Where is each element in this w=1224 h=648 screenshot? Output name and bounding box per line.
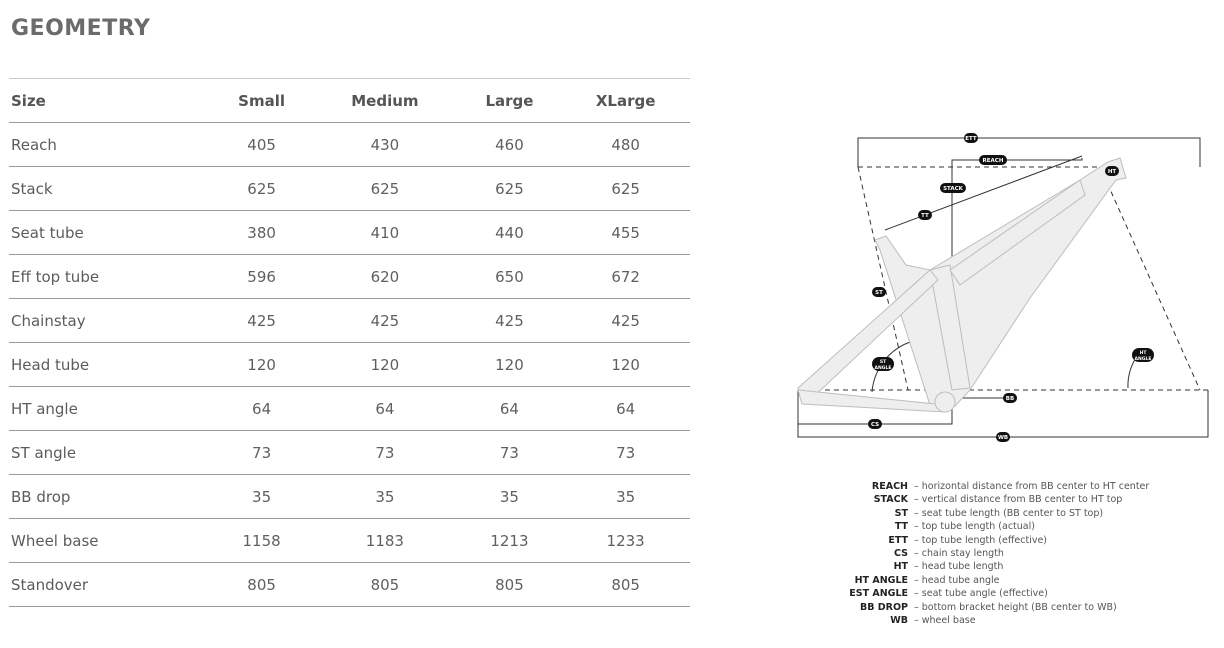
column-header: Small	[211, 79, 312, 123]
table-cell: 596	[211, 255, 312, 299]
table-cell: 380	[211, 211, 312, 255]
table-row	[9, 519, 690, 563]
table-cell: 625	[211, 167, 312, 211]
table-cell: 805	[312, 563, 457, 607]
legend-item: ETT – top tube length (effective)	[888, 534, 1047, 546]
column-header: Size	[9, 79, 211, 123]
row-label: Reach	[9, 123, 211, 167]
table-cell: 64	[312, 387, 457, 431]
legend-item: HT – head tube length	[893, 561, 1004, 573]
legend-item: BB DROP – bottom bracket height (BB center to WB)	[859, 601, 1117, 613]
stack-label: STACK	[943, 186, 963, 192]
table-cell: 64	[458, 387, 562, 431]
legend-item: WB – wheel base	[890, 615, 976, 627]
table-row	[9, 299, 690, 343]
table-row	[9, 475, 690, 519]
tt-label: TT	[921, 213, 929, 219]
table-cell: 625	[458, 167, 562, 211]
table-header-row	[9, 79, 690, 123]
ht-angle-label-top: HT	[1139, 351, 1147, 356]
table-cell: 672	[561, 255, 690, 299]
table-cell: 425	[312, 299, 457, 343]
row-label: Wheel base	[9, 519, 211, 563]
table-row	[9, 387, 690, 431]
table-row	[9, 343, 690, 387]
table-cell: 73	[211, 431, 312, 475]
bb-label: BB	[1005, 396, 1015, 402]
table-cell: 625	[312, 167, 457, 211]
ht-label: HT	[1107, 169, 1117, 175]
legend-item: STACK – vertical distance from BB center to HT top	[873, 494, 1123, 506]
table-cell: 460	[458, 123, 562, 167]
table-cell: 73	[312, 431, 457, 475]
legend-item: TT – top tube length (actual)	[894, 521, 1035, 533]
row-label: Standover	[9, 563, 211, 607]
legend-item: HT ANGLE – head tube angle	[854, 574, 1000, 586]
table-cell: 120	[211, 343, 312, 387]
row-label: Chainstay	[9, 299, 211, 343]
table-cell: 1183	[312, 519, 457, 563]
table-cell: 455	[561, 211, 690, 255]
table-cell: 425	[561, 299, 690, 343]
row-label: BB drop	[9, 475, 211, 519]
table-row	[9, 211, 690, 255]
legend-item: EST ANGLE – seat tube angle (effective)	[849, 588, 1048, 600]
table-cell: 1233	[561, 519, 690, 563]
table-cell: 120	[561, 343, 690, 387]
frame-outline	[798, 158, 1126, 412]
table-cell: 73	[458, 431, 562, 475]
table-row	[9, 431, 690, 475]
table-cell: 425	[211, 299, 312, 343]
ht-angle-label-bottom: ANGLE	[1134, 357, 1152, 362]
table-cell: 35	[561, 475, 690, 519]
table-cell: 1158	[211, 519, 312, 563]
table-cell: 405	[211, 123, 312, 167]
table-row	[9, 255, 690, 299]
table-cell: 73	[561, 431, 690, 475]
st-angle-label-top: ST	[879, 360, 887, 365]
table-row	[9, 167, 690, 211]
row-label: HT angle	[9, 387, 211, 431]
ett-label: ETT	[965, 136, 977, 142]
table-cell: 120	[458, 343, 562, 387]
column-header: XLarge	[561, 79, 690, 123]
legend-item: REACH – horizontal distance from BB center to HT center	[871, 481, 1150, 492]
st-label: ST	[875, 290, 883, 296]
ett-dimension-line	[858, 138, 1200, 167]
table-cell: 480	[561, 123, 690, 167]
table-cell: 35	[458, 475, 562, 519]
geometry-legend	[836, 480, 1149, 627]
wb-label: WB	[997, 435, 1009, 441]
table-cell: 440	[458, 211, 562, 255]
row-label: Head tube	[9, 343, 211, 387]
table-cell: 35	[312, 475, 457, 519]
table-cell: 64	[211, 387, 312, 431]
table-cell: 430	[312, 123, 457, 167]
table-row	[9, 123, 690, 167]
cs-label: CS	[870, 422, 880, 428]
page-title: GEOMETRY	[11, 16, 151, 41]
table-cell: 120	[312, 343, 457, 387]
table-cell: 410	[312, 211, 457, 255]
table-cell: 625	[561, 167, 690, 211]
row-label: Eff top tube	[9, 255, 211, 299]
table-cell: 805	[211, 563, 312, 607]
table-cell: 805	[561, 563, 690, 607]
column-header: Medium	[312, 79, 457, 123]
table-cell: 1213	[458, 519, 562, 563]
table-cell: 64	[561, 387, 690, 431]
row-label: Stack	[9, 167, 211, 211]
st-angle-label-bottom: ANGLE	[874, 366, 892, 371]
table-cell: 620	[312, 255, 457, 299]
table-row	[9, 563, 690, 607]
row-label: Seat tube	[9, 211, 211, 255]
geometry-diagram	[780, 120, 1220, 450]
table-cell: 425	[458, 299, 562, 343]
legend-item: CS – chain stay length	[894, 548, 1004, 560]
column-header: Large	[458, 79, 562, 123]
table-cell: 650	[458, 255, 562, 299]
reach-label: REACH	[982, 158, 1004, 164]
legend-item: ST – seat tube length (BB center to ST top)	[894, 507, 1104, 519]
row-label: ST angle	[9, 431, 211, 475]
table-cell: 35	[211, 475, 312, 519]
table-cell: 805	[458, 563, 562, 607]
geometry-table	[9, 78, 690, 607]
